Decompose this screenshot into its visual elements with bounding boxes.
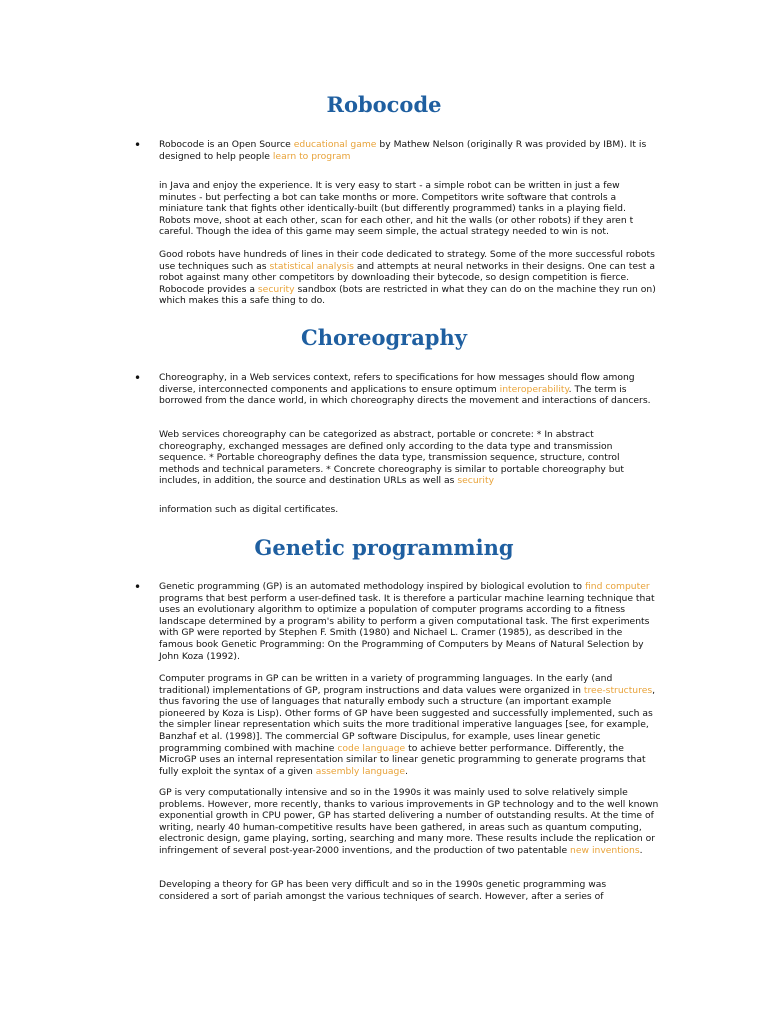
text-link[interactable]: assembly language: [315, 765, 406, 777]
body-text: .: [405, 765, 408, 777]
bullet-marker: •: [134, 371, 142, 385]
body-text: to achieve better performance. Differently, the MicroGP uses an internal representation similar to linear genetic programming to generate programs that fully exploit the syntax of a given: [159, 742, 646, 777]
body-text: Genetic programming (GP) is an automated methodology inspired by biological evolution to: [159, 581, 585, 592]
text-link[interactable]: security: [457, 475, 495, 487]
body-text: , thus favoring the use of languages that naturally embody such a structure (an important example pioneered by Koza is Lisp). Other forms of GP have been suggested and successfully implemented, such as the simpler linear representation which suits the more traditional imperative languages [see, for example, Banzhaf et al. (1998)]. The commercial GP software Discipulus, for example, uses linear genetic programming combined with machine: [159, 684, 656, 754]
body-text: and attempts at neural networks in their designs. One can test a robot against many other competitors by downloading their bytecode, so design competition is fierce. Robocode provides a: [159, 260, 655, 295]
choreography-paragraph-2: [159, 429, 659, 487]
gp-paragraph-3: [159, 787, 659, 857]
robocode-paragraph-2: [159, 180, 659, 238]
text-link[interactable]: security: [257, 283, 295, 295]
body-text: sandbox (bots are restricted in what they can do on the machine they run on) which makes this a safe thing to do.: [159, 283, 656, 307]
text-link[interactable]: learn to program: [272, 150, 351, 162]
body-text: programs that best perform a user-defined task. It is therefore a particular machine learning technique that uses an evolutionary algorithm to optimize a population of computer programs according to a fitness landscape determined by a program's ability to perform a given computational task. The first experiments with GP were reported by Stephen F. Smith (1980) and Nichael L. Cramer (1985), as described in the famous book Genetic Programming: On the Programming of Computers by Means of Natural Selection by John Koza (1992).: [159, 592, 655, 662]
robocode-paragraph-1: [159, 139, 659, 162]
body-text: information such as digital certificates.: [159, 504, 339, 515]
body-text: . The term is borrowed from the dance world, in which choreography directs the movement and interactions of dancers.: [159, 383, 651, 407]
section-title-robocode: Robocode: [326, 92, 442, 117]
body-text: Robocode is an Open Source: [159, 139, 294, 150]
bullet-marker: •: [134, 138, 142, 152]
text-link[interactable]: interoperability: [499, 383, 569, 395]
choreography-paragraph-1: [159, 372, 659, 407]
gp-paragraph-4: [159, 879, 659, 902]
body-text: Good robots have hundreds of lines in their code dedicated to strategy. Some of the more successful robots use techniques such as: [159, 249, 655, 272]
text-link[interactable]: find computer: [584, 581, 650, 592]
body-text: .: [639, 844, 643, 856]
bullet-marker: •: [134, 580, 142, 594]
body-text: by Mathew Nelson (originally R was provided by IBM). It is designed to help people: [159, 139, 647, 162]
text-link[interactable]: code language: [337, 742, 406, 754]
text-link[interactable]: tree-structures: [583, 684, 653, 696]
text-link[interactable]: educational game: [293, 139, 377, 150]
body-text: GP is very computationally intensive and so in the 1990s it was mainly used to solve relatively simple problems. However, more recently, thanks to various improvements in GP technology and to the well known exponential growth in CPU power, GP has started delivering a number of outstanding results. At the time of writing, nearly 40 human-competitive results have been gathered, in areas such as quantum computing, electronic design, game playing, sorting, searching and many more. These results include the replication or infringement of several post-year-2000 inventions, and the production of two patentable: [159, 787, 659, 856]
text-link[interactable]: new inventions: [570, 844, 640, 856]
text-link[interactable]: statistical analysis: [269, 260, 354, 272]
gp-paragraph-2: [159, 673, 659, 777]
body-text: Choreography, in a Web services context, refers to specifications for how messages should flow among diverse, interconnected components and applications to ensure optimum: [159, 372, 635, 395]
body-text: Computer programs in GP can be written in a variety of programming languages. In the early (and traditional) implementations of GP, program instructions and data values were organized in: [159, 673, 613, 696]
robocode-paragraph-3: [159, 249, 659, 307]
body-text: Developing a theory for GP has been very difficult and so in the 1990s genetic programming was considered a sort of pariah amongst the various techniques of search. However, after a series of: [159, 879, 607, 902]
section-title-choreography: Choreography: [301, 325, 467, 350]
section-title-genetic-programming: Genetic programming: [254, 535, 514, 560]
choreography-paragraph-3: [159, 504, 659, 516]
body-text: Web services choreography can be categorized as abstract, portable or concrete: * In abstract choreography, exchanged messages are defined only according to the data type and transmission sequence. * Portable choreography defines the data type, transmission sequence, structure, control methods and technical parameters. * Concrete choreography is similar to portable choreography but includes, in addition, the source and destination URLs as well as: [159, 429, 625, 487]
body-text: in Java and enjoy the experience. It is very easy to start - a simple robot can be written in just a few minutes - but perfecting a bot can take months or more. Competitors write software that controls a miniature tank that fights other identically-built (but differently programmed) tanks in a playing field. Robots move, shoot at each other, scan for each other, and hit the walls (or other robots) if they aren t careful. Though the idea of this game may seem simple, the actual strategy needed to win is not.: [159, 180, 634, 238]
gp-paragraph-1: [159, 581, 659, 662]
